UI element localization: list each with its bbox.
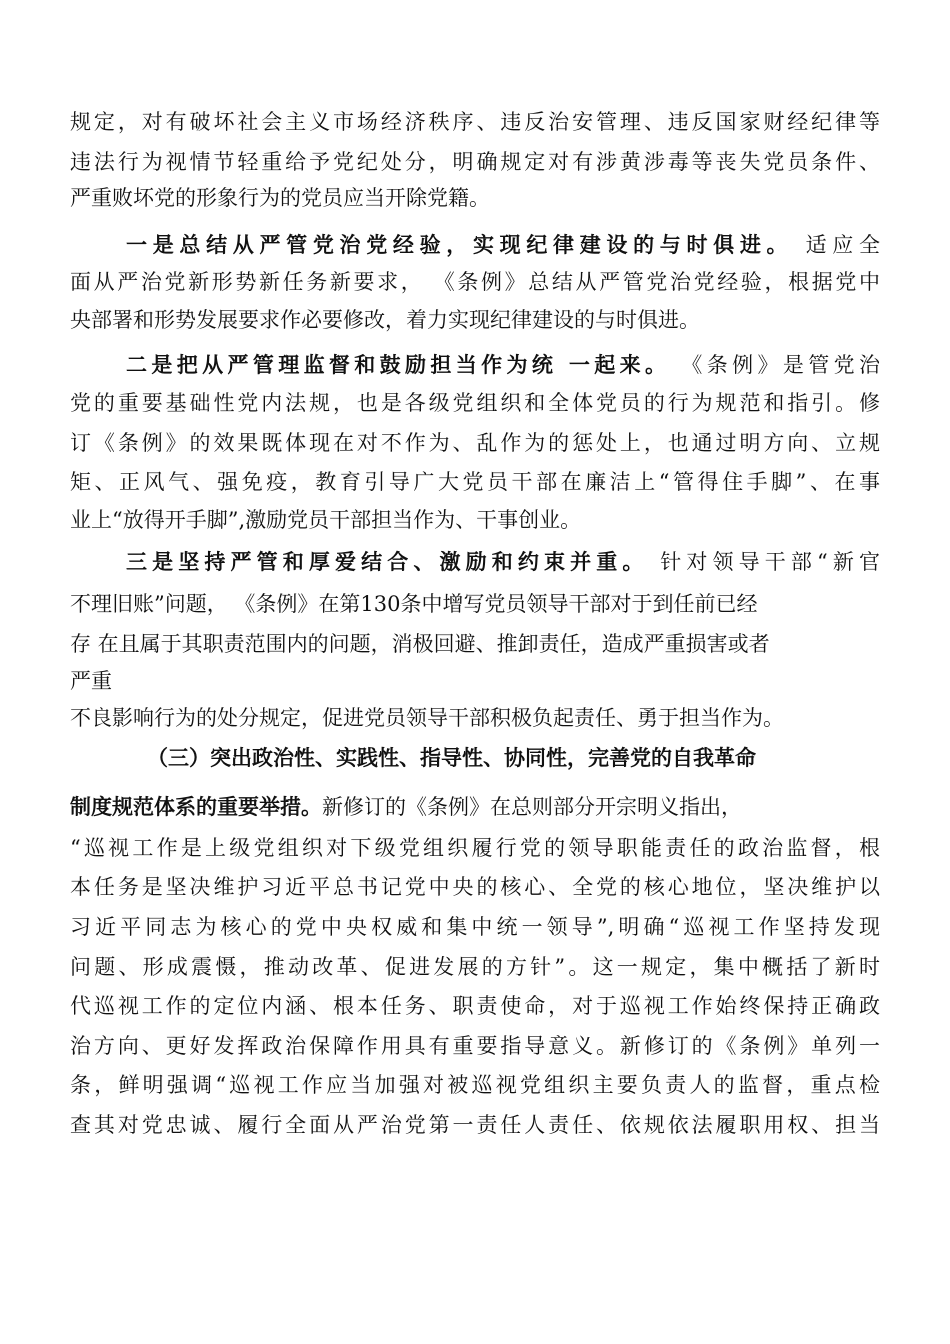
line-text: 业上“放得开手脚”,激励党员干部担当作为、干事创业。 bbox=[70, 508, 582, 532]
line-text: “巡视工作是上级党组织对下级党组织履行党的领导职能责任的政治监督，根 bbox=[70, 836, 880, 860]
bold-lead: 制度规范体系的重要举措。 bbox=[70, 794, 322, 819]
body-line bbox=[70, 148, 880, 176]
body-line bbox=[70, 389, 880, 417]
line-text: 不理旧账”问题， 《条例》在第130条中增写党员领导干部对于到任前已经 bbox=[70, 592, 758, 616]
bold-lead: 二是把从严管理监督和鼓励担当作为统 一起来。 bbox=[126, 352, 671, 377]
line-text: 规定，对有破坏社会主义市场经济秩序、违反治安管理、违反国家财经纪律等 bbox=[70, 110, 880, 134]
body-line bbox=[70, 590, 860, 618]
paragraph-heading-line bbox=[126, 548, 880, 576]
paragraph-heading-line bbox=[126, 231, 880, 259]
line-text: 习近平同志为核心的党中央权威和集中统一领导”,明确“巡视工作坚持发现 bbox=[70, 915, 880, 939]
paragraph-heading-line bbox=[126, 351, 880, 379]
line-text: 不良影响行为的处分规定，促进党员领导干部积极负起责任、勇于担当作为。 bbox=[70, 706, 784, 730]
line-text: 严重败坏党的形象行为的党员应当开除党籍。 bbox=[70, 186, 490, 210]
body-line bbox=[70, 1032, 880, 1060]
body-line bbox=[70, 667, 880, 695]
line-text: 央部署和形势发展要求作必要修改，着力实现纪律建设的与时俱进。 bbox=[70, 308, 700, 332]
body-line bbox=[70, 992, 880, 1020]
body-line bbox=[70, 306, 880, 334]
body-line bbox=[70, 268, 880, 296]
bold-lead: （三）突出政治性、实践性、指导性、协同性，完善党的自我革命 bbox=[147, 745, 756, 770]
line-text: 适应全 bbox=[793, 233, 880, 257]
body-line bbox=[70, 953, 880, 981]
line-text: 面从严治党新形势新任务新要求， 《条例》总结从严管党治党经验，根据党中 bbox=[70, 270, 880, 294]
section-heading-line bbox=[70, 793, 880, 821]
body-line bbox=[70, 913, 880, 941]
line-text: 本任务是坚决维护习近平总书记党中央的核心、全党的核心地位，坚决维护以 bbox=[70, 875, 880, 899]
line-text: 存 在且属于其职责范围内的问题，消极回避、推卸责任，造成严重损害或者 bbox=[70, 632, 770, 656]
bold-lead: 三是坚持严管和厚爱结合、激励和约束并重。 bbox=[126, 549, 649, 574]
line-text: 新修订的《条例》在总则部分开宗明义指出， bbox=[322, 795, 742, 819]
body-line bbox=[70, 704, 880, 732]
line-text: 矩、正风气、强免疫，教育引导广大党员干部在廉洁上“管得住手脚”、在事 bbox=[70, 470, 880, 494]
line-text: 严重 bbox=[70, 669, 112, 693]
body-line bbox=[70, 630, 860, 658]
body-line bbox=[70, 1071, 880, 1099]
bold-lead: 一是总结从严管党治党经验，实现纪律建设的与时俱进。 bbox=[126, 232, 794, 257]
line-text: 《条例》是管党治 bbox=[670, 353, 880, 377]
body-line bbox=[70, 468, 880, 496]
line-text: 查其对党忠诚、履行全面从严治党第一责任人责任、依规依法履职用权、担当 bbox=[70, 1113, 880, 1137]
body-line bbox=[70, 108, 880, 136]
line-text: 针对领导干部“新官 bbox=[648, 550, 880, 574]
line-text: 违法行为视情节轻重给予党纪处分，明确规定对有涉黄涉毒等丧失党员条件、 bbox=[70, 150, 880, 174]
body-line bbox=[70, 506, 880, 534]
body-line bbox=[70, 184, 880, 212]
section-heading-line bbox=[147, 744, 880, 772]
body-line bbox=[70, 873, 880, 901]
line-text: 代巡视工作的定位内涵、根本任务、职责使命，对于巡视工作始终保持正确政 bbox=[70, 994, 880, 1018]
line-text: 治方向、更好发挥政治保障作用具有重要指导意义。新修订的《条例》单列一 bbox=[70, 1034, 880, 1058]
line-text: 问题、形成震慑，推动改革、促进发展的方针”。这一规定，集中概括了新时 bbox=[70, 955, 880, 979]
line-text: 条，鲜明强调“巡视工作应当加强对被巡视党组织主要负责人的监督，重点检 bbox=[70, 1073, 880, 1097]
body-line bbox=[70, 834, 880, 862]
body-line bbox=[70, 429, 880, 457]
line-text: 党的重要基础性党内法规，也是各级党组织和全体党员的行为规范和指引。修 bbox=[70, 391, 880, 415]
body-line bbox=[70, 1111, 880, 1139]
line-text: 订《条例》的效果既体现在对不作为、乱作为的惩处上，也通过明方向、立规 bbox=[70, 431, 880, 455]
